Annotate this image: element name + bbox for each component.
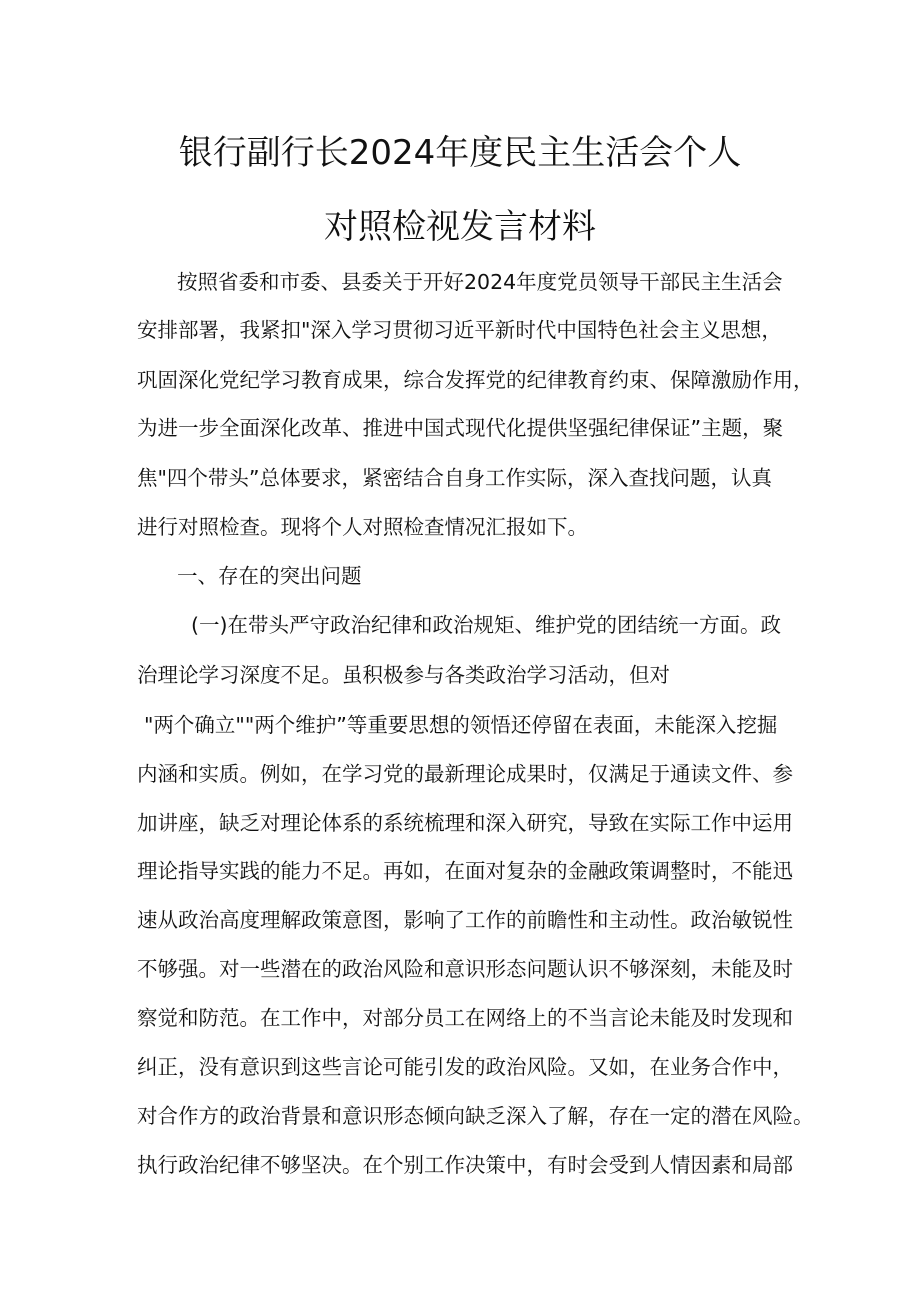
body-line: 进行对照检查。现将个人对照检查情况汇报如下。: [137, 515, 588, 539]
body-line: 对合作方的政治背景和意识形态倾向缺乏深入了解，存在一定的潜在风险。: [137, 1104, 814, 1128]
section-heading: 一、存在的突出问题: [177, 564, 362, 588]
body-line: 治理论学习深度不足。虽积极参与各类政治学习活动，但对: [137, 663, 670, 687]
body-line: 执行政治纪律不够坚决。在个别工作决策中，有时会受到人情因素和局部: [137, 1153, 793, 1177]
body-line: 安排部署，我紧扣"深入学习贯彻习近平新时代中国特色社会主义思想，: [137, 318, 782, 342]
subsection-line: (一)在带头严守政治纪律和政治规矩、维护党的团结统一方面。政: [191, 613, 781, 637]
body-line: 按照省委和市委、县委关于开好2024年度党员领导干部民主生活会: [177, 270, 783, 294]
document-title-line-2: 对照检视发言材料: [324, 207, 596, 247]
body-line: "两个确立""两个维护”等重要思想的领悟还停留在表面，未能深入挖掘: [144, 713, 778, 737]
body-line: 察觉和防范。在工作中，对部分员工在网络上的不当言论未能及时发现和: [137, 1006, 793, 1030]
body-line: 为进一步全面深化改革、推进中国式现代化提供坚强纪律保证”主题，聚: [137, 416, 784, 440]
body-line: 焦"四个带头”总体要求，紧密结合自身工作实际，深入查找问题，认真: [137, 466, 773, 490]
body-line: 不够强。对一些潜在的政治风险和意识形态问题认识不够深刻，未能及时: [137, 957, 793, 981]
body-line: 理论指导实践的能力不足。再如，在面对复杂的金融政策调整时，不能迅: [137, 859, 793, 883]
body-line: 内涵和实质。例如，在学习党的最新理论成果时，仅满足于通读文件、参: [137, 762, 793, 786]
body-line: 巩固深化党纪学习教育成果，综合发挥党的纪律教育约束、保障激励作用，: [137, 368, 814, 392]
document-title-line-1: 银行副行长2024年度民主生活会个人: [178, 133, 742, 173]
body-line: 纠正，没有意识到这些言论可能引发的政治风险。又如，在业务合作中，: [137, 1055, 793, 1079]
body-line: 加讲座，缺乏对理论体系的系统梳理和深入研究，导致在实际工作中运用: [137, 811, 793, 835]
body-line: 速从政治高度理解政策意图，影响了工作的前瞻性和主动性。政治敏锐性: [137, 908, 793, 932]
